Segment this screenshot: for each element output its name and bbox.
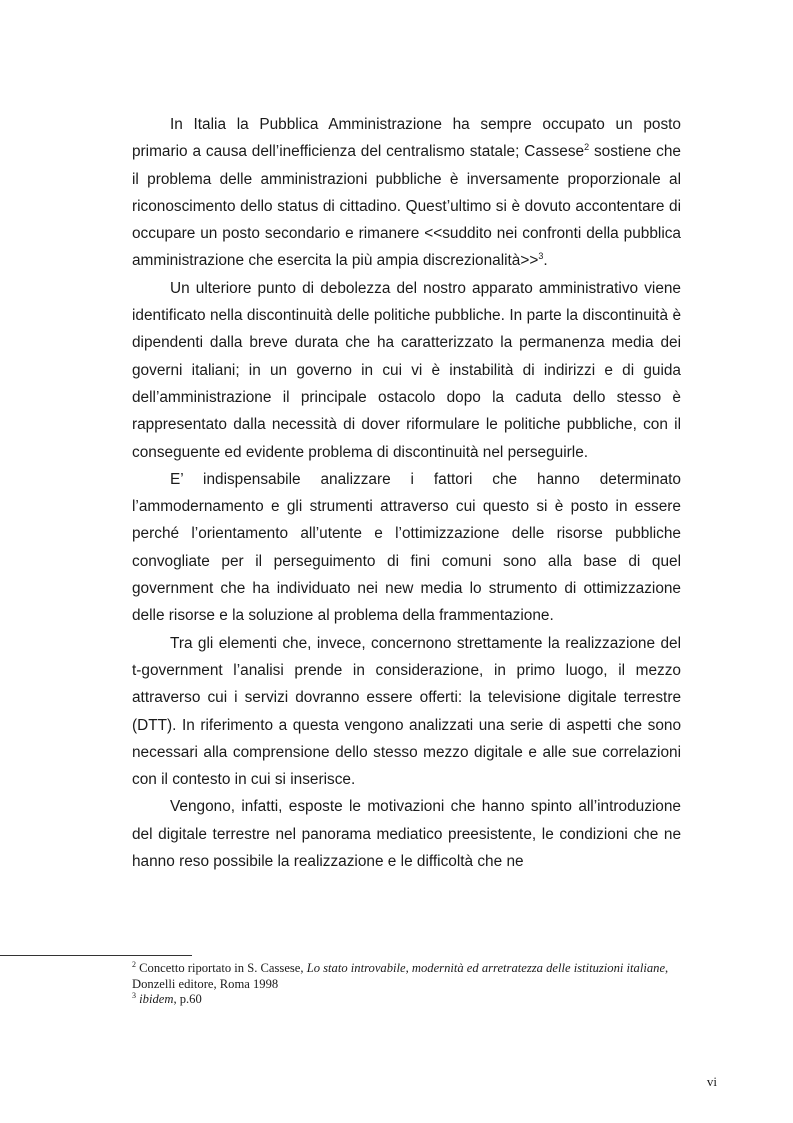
footnotes: [132, 961, 692, 1008]
page-number: vi: [706, 1074, 717, 1089]
footnote-2-title: Lo stato introvabile, modernità ed arretratezza delle istituzioni italiane: [306, 961, 666, 975]
footnote-2-pre: Concetto riportato in S. Cassese,: [136, 961, 307, 975]
paragraph-1-text-c: .: [543, 252, 548, 270]
footnote-3-number: 3: [132, 991, 136, 1000]
paragraph-1-text-b: sostiene che il problema delle amministrazioni pubbliche è inversamente proporzionale al riconoscimento dello status di cittadino. Quest’ultimo si è dovuto accontentare di occupare un posto secondario e rimanere <<suddito nei confronti della pubblica amministrazione che esercita la più ampia discrezionalità>>: [132, 143, 681, 270]
footnote-3-post: , p.60: [173, 992, 202, 1006]
paragraph-2: Un ulteriore punto di debolezza del nostro apparato amministrativo viene identificato nella discontinuità delle politiche pubbliche. In parte la discontinuità è dipendenti dalla breve durata che ha caratterizzato la permanenza media dei governi italiani; in un governo in cui vi è instabilità di indirizzi e di guida dell’amministrazione il principale ostacolo dopo la caduta dello stesso è rappresentato dalla necessità di dover riformulare le politiche pubbliche, con il conseguente ed evidente problema di discontinuità nel perseguirle.: [132, 279, 681, 461]
paragraph-1: [132, 111, 681, 275]
footnote-2: [132, 961, 692, 992]
paragraph-4: Tra gli elementi che, invece, concernono strettamente la realizzazione del t-government l’analisi prende in considerazione, in primo luogo, il mezzo attraverso cui i servizi dovranno essere offerti: la televisione digitale terrestre (DTT). In riferimento a questa vengono analizzati una serie di aspetti che sono necessari alla comprensione dello stesso mezzo digitale e alle sue correlazioni con il contesto in cui si inserisce.: [132, 634, 681, 789]
paragraph-3: E’ indispensabile analizzare i fattori che hanno determinato l’ammodernamento e gli strumenti attraverso cui questo si è posto in essere perché l’orientamento all’utente e l’ottimizzazione delle risorse pubbliche convogliate per il perseguimento di fini comuni sono alla base di quel government che ha individuato nei new media lo strumento di ottimizzazione delle risorse e la soluzione al problema della frammentazione.: [132, 470, 681, 625]
footnote-ref-2[interactable]: 2: [584, 142, 590, 153]
footnote-2-number: 2: [132, 960, 136, 969]
paragraph-1-text-a: In Italia la Pubblica Amministrazione ha sempre occupato un posto primario a causa dell’inefficienza del centralismo statale; Cassese: [132, 116, 681, 161]
paragraph-5: Vengono, infatti, esposte le motivazioni che hanno spinto all’introduzione del digitale terrestre nel panorama mediatico preesistente, le condizioni che ne hanno reso possibile la realizzazione e le difficoltà che ne: [132, 798, 681, 871]
body-text: [132, 111, 681, 875]
footnote-3: [132, 992, 692, 1008]
footnote-ref-3[interactable]: 3: [538, 251, 544, 262]
footnote-3-title: ibidem: [139, 992, 174, 1006]
footnote-separator: [0, 955, 192, 956]
footnote-2-post: , Donzelli editore, Roma 1998: [132, 961, 669, 991]
